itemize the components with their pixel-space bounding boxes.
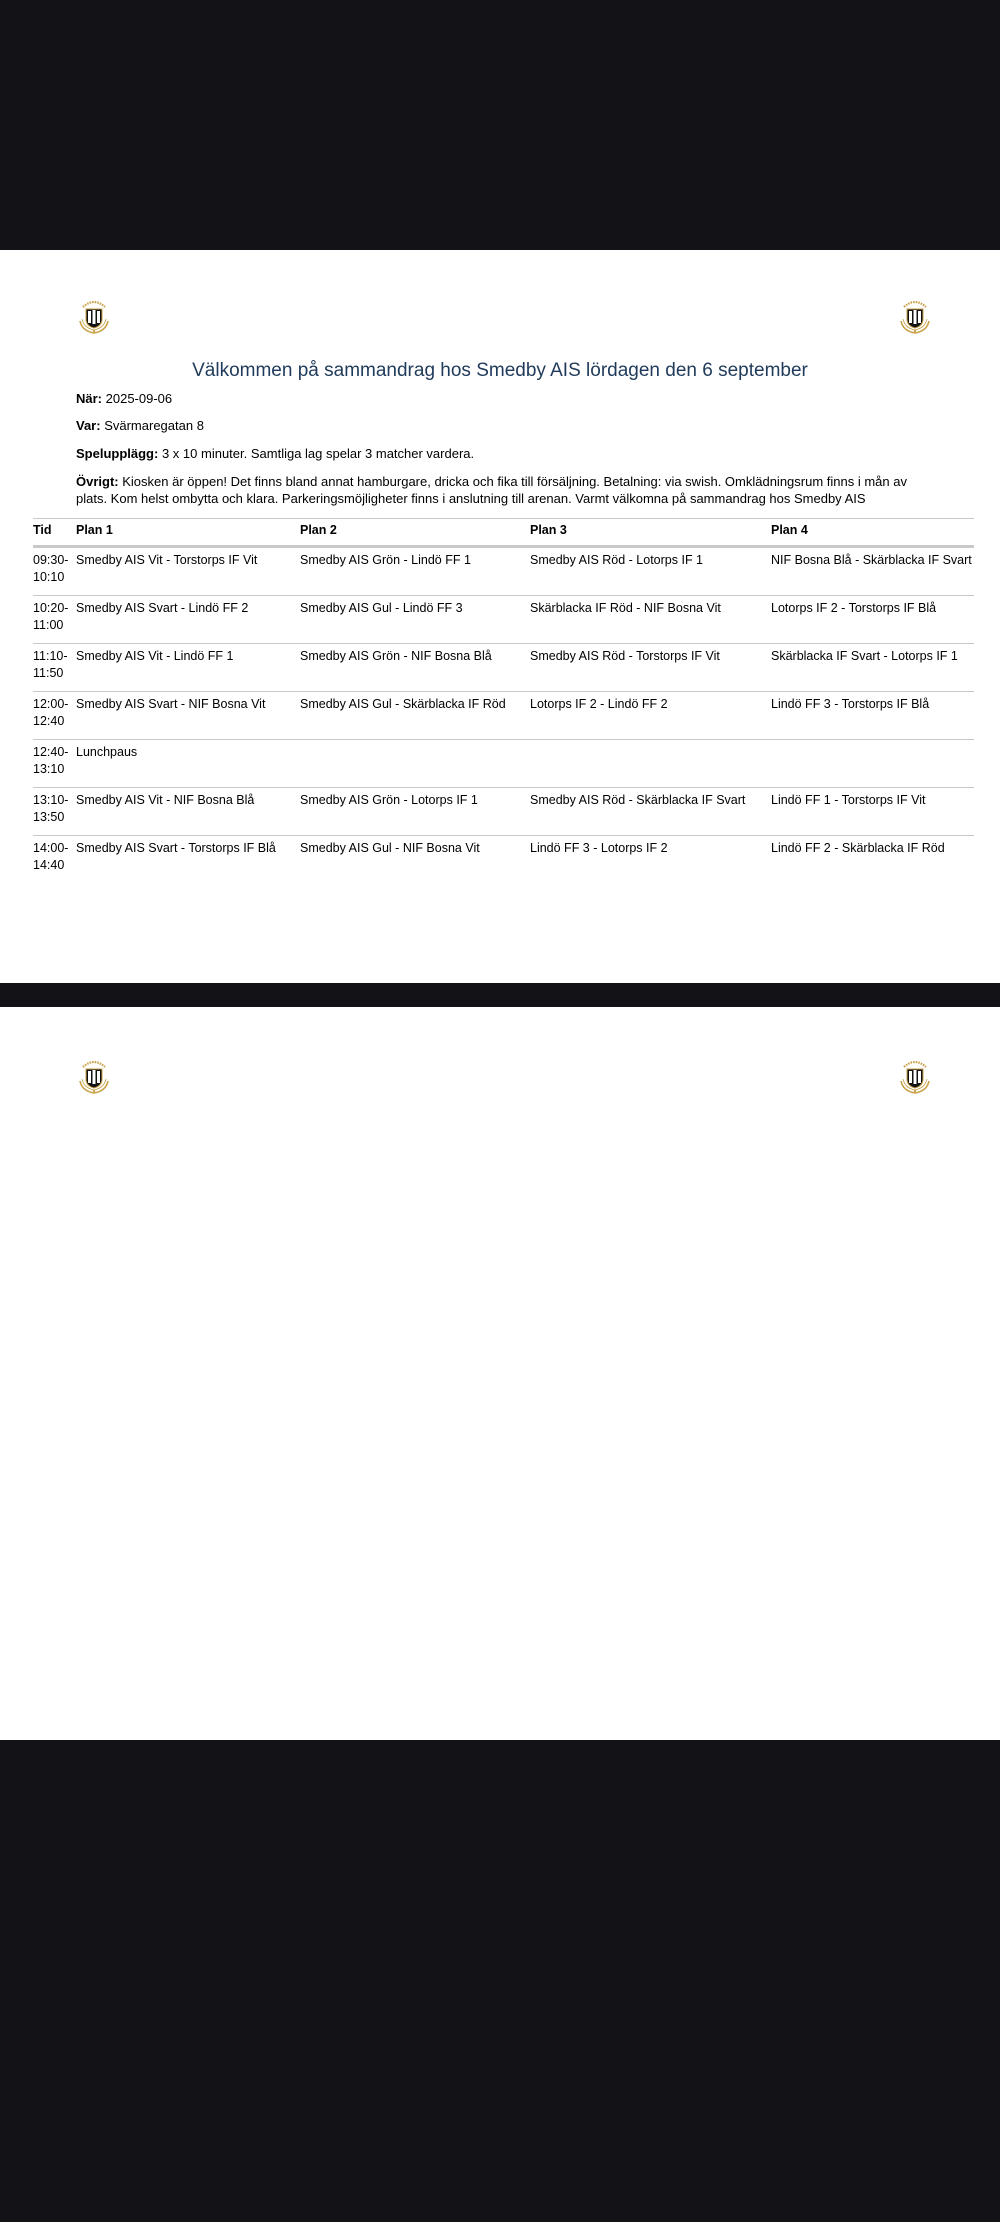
match-plan-1: Smedby AIS Svart - Lindö FF 2 (76, 601, 249, 615)
match-plan-4: Lindö FF 1 - Torstorps IF Vit (771, 793, 926, 807)
smedby-ais-crest-icon (895, 295, 935, 335)
info-location-value: Svärmaregatan 8 (104, 418, 204, 433)
header-plan-2: Plan 2 (300, 523, 337, 537)
time-start: 11:10- (33, 649, 68, 663)
match-plan-2: Smedby AIS Grön - Lotorps IF 1 (300, 793, 478, 807)
time-end: 11:50 (33, 666, 64, 680)
match-plan-3: Smedby AIS Röd - Lotorps IF 1 (530, 553, 703, 567)
info-other (76, 473, 936, 507)
match-plan-1: Smedby AIS Svart - NIF Bosna Vit (76, 697, 266, 711)
match-plan-4: Lotorps IF 2 - Torstorps IF Blå (771, 601, 937, 615)
table-row (33, 835, 974, 883)
time-cell (33, 600, 75, 634)
table-row (33, 643, 974, 691)
smedby-ais-crest-icon (74, 1055, 114, 1095)
time-start: 12:40- (33, 745, 69, 759)
smedby-ais-crest-icon (895, 1055, 935, 1095)
match-plan-4: Lindö FF 2 - Skärblacka IF Röd (771, 841, 945, 855)
table-row (33, 691, 974, 739)
time-start: 09:30- (33, 553, 69, 567)
info-location (76, 417, 936, 434)
info-date-label: När: (76, 391, 103, 406)
match-plan-4: Skärblacka IF Svart - Lotorps IF 1 (771, 649, 958, 663)
time-end: 14:40 (33, 858, 65, 872)
table-row (33, 739, 974, 787)
match-plan-2: Smedby AIS Gul - Lindö FF 3 (300, 601, 463, 615)
document-page-2 (0, 1007, 1000, 1740)
match-plan-4: NIF Bosna Blå - Skärblacka IF Svart (771, 553, 972, 567)
time-end: 12:40 (33, 714, 65, 728)
time-end: 13:10 (33, 762, 65, 776)
match-plan-3: Lindö FF 3 - Lotorps IF 2 (530, 841, 668, 855)
info-location-label: Var: (76, 418, 101, 433)
match-plan-1: Smedby AIS Vit - NIF Bosna Blå (76, 793, 255, 807)
match-plan-3: Lotorps IF 2 - Lindö FF 2 (530, 697, 668, 711)
time-start: 13:10- (33, 793, 69, 807)
match-plan-2: Smedby AIS Grön - Lindö FF 1 (300, 553, 471, 567)
table-row (33, 595, 974, 643)
info-date-value: 2025-09-06 (105, 391, 173, 406)
header-plan-3: Plan 3 (530, 523, 567, 537)
match-plan-3: Smedby AIS Röd - Skärblacka IF Svart (530, 793, 746, 807)
document-page-1 (0, 250, 1000, 983)
info-format-label: Spelupplägg: (76, 446, 159, 461)
match-plan-2: Smedby AIS Gul - NIF Bosna Vit (300, 841, 480, 855)
header-tid: Tid (33, 523, 52, 537)
time-cell (33, 744, 75, 778)
table-row (33, 547, 974, 595)
table-header-row (33, 518, 974, 547)
time-start: 12:00- (33, 697, 69, 711)
time-cell (33, 792, 75, 826)
time-cell (33, 648, 75, 682)
schedule-table (33, 518, 974, 883)
table-row (33, 787, 974, 835)
time-start: 10:20- (33, 601, 69, 615)
time-end: 10:10 (33, 570, 65, 584)
match-plan-3: Smedby AIS Röd - Torstorps IF Vit (530, 649, 720, 663)
smedby-ais-crest-icon (74, 295, 114, 335)
time-cell (33, 696, 75, 730)
time-end: 13:50 (33, 810, 65, 824)
info-other-label: Övrigt: (76, 474, 119, 489)
info-format (76, 445, 936, 462)
header-plan-4: Plan 4 (771, 523, 808, 537)
info-other-value: Kiosken är öppen! Det finns bland annat hamburgare, dricka och fika till försäljning. Betalning: via swish. Omklädningsrum finns i mån av plats. Kom helst ombytta och klara. Parkeringsmöjligheter finns i anslutning till arenan. Varmt välkomna på sammandrag hos Smedby AIS (76, 474, 907, 506)
match-plan-3: Skärblacka IF Röd - NIF Bosna Vit (530, 601, 721, 615)
time-end: 11:00 (33, 618, 64, 632)
match-plan-4: Lindö FF 3 - Torstorps IF Blå (771, 697, 930, 711)
match-plan-2: Smedby AIS Grön - NIF Bosna Blå (300, 649, 492, 663)
header-plan-1: Plan 1 (76, 523, 113, 537)
time-cell (33, 840, 75, 874)
time-cell (33, 552, 75, 586)
match-plan-1: Lunchpaus (76, 745, 138, 759)
match-plan-1: Smedby AIS Vit - Torstorps IF Vit (76, 553, 258, 567)
info-date (76, 390, 936, 407)
match-plan-1: Smedby AIS Vit - Lindö FF 1 (76, 649, 234, 663)
page-title: Välkommen på sammandrag hos Smedby AIS lördagen den 6 september (192, 360, 808, 381)
time-start: 14:00- (33, 841, 69, 855)
match-plan-2: Smedby AIS Gul - Skärblacka IF Röd (300, 697, 506, 711)
match-plan-1: Smedby AIS Svart - Torstorps IF Blå (76, 841, 276, 855)
info-format-value: 3 x 10 minuter. Samtliga lag spelar 3 matcher vardera. (161, 446, 475, 461)
